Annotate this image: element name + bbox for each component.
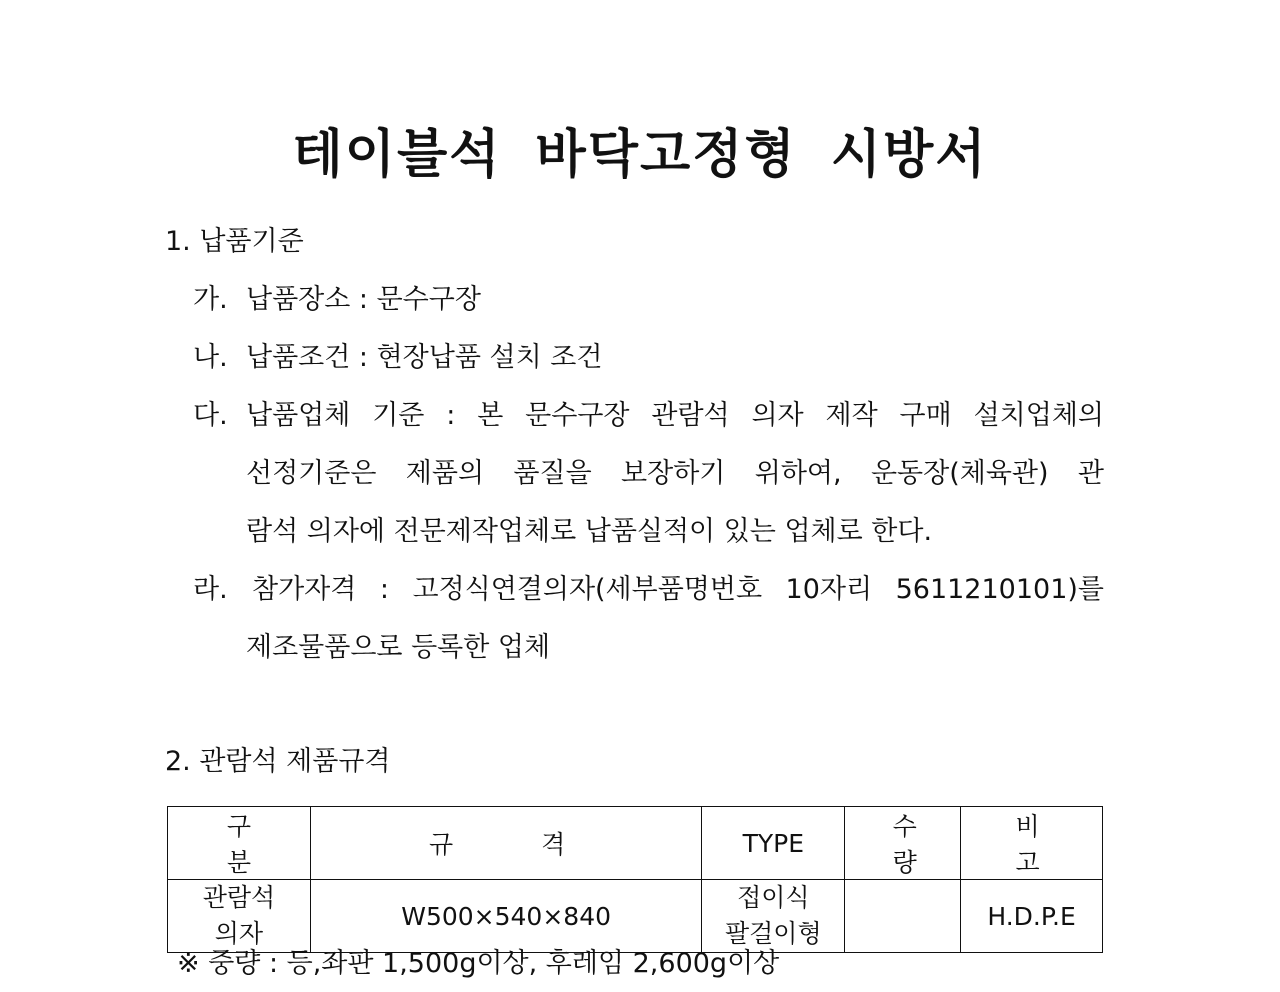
header-remark: 비 고 [961, 807, 1103, 880]
item-ra-line-2: 제조물품으로 등록한 업체 [246, 632, 551, 663]
item-ra-line-1: 참가자격 : 고정식연결의자(세부품명번호 10자리 5611210101)를 [252, 574, 1104, 605]
cell-type-line-1: 접이식 [737, 883, 810, 912]
item-da-line-2: 선정기준은 제품의 품질을 보장하기 위하여, 운동장(체육관) 관 [246, 458, 1104, 489]
item-da-label: 다. [193, 400, 228, 431]
item-da-line-1: 납품업체 기준 : 본 문수구장 관람석 의자 제작 구매 설치업체의 [246, 400, 1104, 431]
header-category: 구 분 [168, 807, 311, 880]
cell-category [168, 880, 311, 953]
item-ga-text: 납품장소 : 문수구장 [246, 284, 481, 315]
item-ga-label: 가. [193, 284, 228, 315]
table-row [168, 880, 1103, 953]
item-da-line-3: 람석 의자에 전문제작업체로 납품실적이 있는 업체로 한다. [246, 516, 933, 547]
header-spec: 규 격 [310, 807, 702, 880]
cell-spec: W500×540×840 [310, 880, 702, 953]
cell-category-line-1: 관람석 [202, 883, 276, 912]
cell-remark: H.D.P.E [961, 880, 1103, 953]
cell-quantity [845, 880, 961, 953]
section-1-heading: 1. 납품기준 [165, 226, 304, 257]
cell-type [702, 880, 845, 953]
cell-category-line-2: 의자 [214, 919, 264, 948]
header-type: TYPE [702, 807, 845, 880]
header-quantity: 수 량 [845, 807, 961, 880]
section-2-heading: 2. 관람석 제품규격 [165, 746, 391, 777]
item-na-label: 나. [193, 342, 228, 373]
table-header-row [168, 807, 1103, 880]
cell-type-line-2: 팔걸이형 [725, 919, 822, 948]
document-title: 테이블석 바닥고정형 시방서 [292, 125, 988, 185]
item-ra-label: 라. [193, 574, 228, 605]
spec-table [167, 806, 1103, 953]
item-na-text: 납품조건 : 현장납품 설치 조건 [246, 342, 603, 373]
weight-note: ※ 중량 : 등,좌판 1,500g이상, 후레임 2,600g이상 [177, 948, 780, 979]
